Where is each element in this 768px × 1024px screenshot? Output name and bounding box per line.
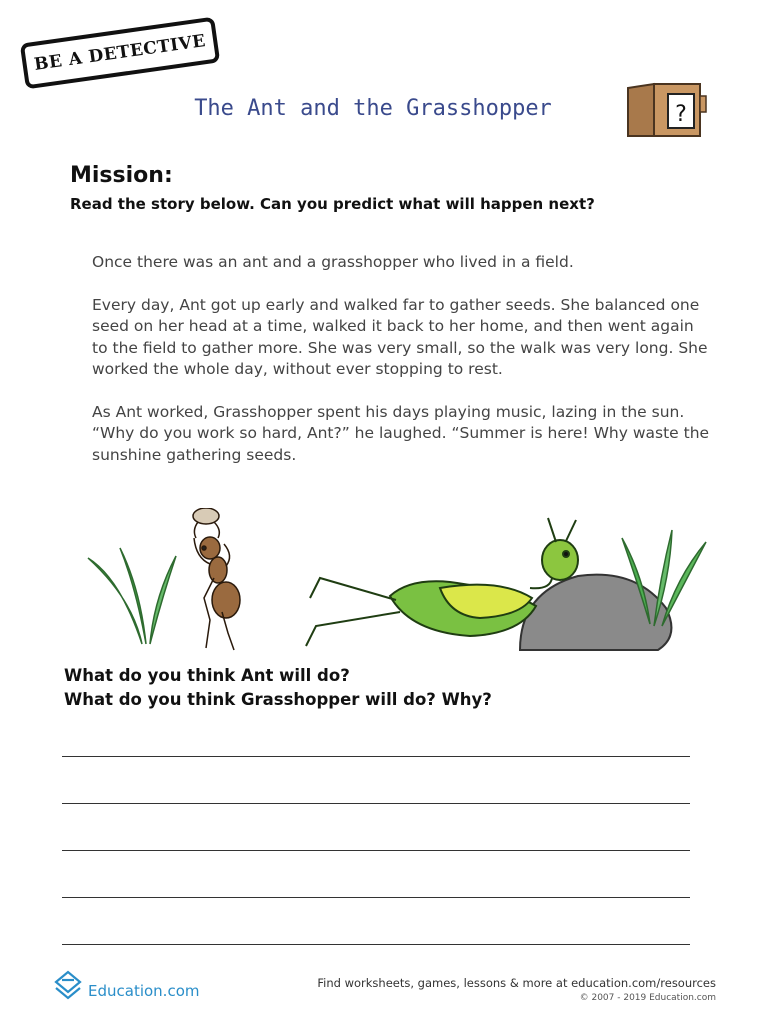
question-grasshopper: What do you think Grasshopper will do? Why?	[64, 690, 492, 709]
story	[92, 252, 712, 487]
answer-line[interactable]	[62, 850, 690, 851]
education-logo-icon	[52, 968, 84, 1000]
story-illustration	[80, 508, 720, 666]
ant-illustration	[193, 508, 240, 650]
mission-instruction: Read the story below. Can you predict what will happen next?	[70, 195, 595, 213]
answer-lines	[62, 756, 690, 991]
questions	[64, 664, 492, 712]
footer-tagline[interactable]: Find worksheets, games, lessons & more at education.com/resources	[317, 976, 716, 990]
answer-line[interactable]	[62, 897, 690, 898]
stamp-text: BE A DETECTIVE	[32, 31, 208, 75]
question-ant: What do you think Ant will do?	[64, 666, 350, 685]
story-paragraph: Every day, Ant got up early and walked far to gather seeds. She balanced one seed on her head at a time, walked it back to her home, and then went again to the field to gather more. She was very small, so the walk was very long. She worked the whole day, without ever stopping to rest.	[92, 295, 708, 378]
footer-info	[317, 976, 716, 1003]
story-paragraph: As Ant worked, Grasshopper spent his days playing music, lazing in the sun. “Why do you work so hard, Ant?” he laughed. “Summer is here! Why waste the sunshine gathering seeds.	[92, 402, 710, 464]
logo-text: Education.com	[88, 982, 200, 1000]
story-paragraph: Once there was an ant and a grasshopper who lived in a field.	[92, 253, 574, 271]
answer-line[interactable]	[62, 756, 690, 757]
page-title: The Ant and the Grasshopper	[194, 96, 552, 121]
education-logo[interactable]	[52, 968, 199, 1000]
mission-heading: Mission:	[70, 163, 173, 188]
detective-folder-icon	[624, 80, 708, 140]
be-a-detective-stamp	[20, 17, 220, 90]
grass-left	[88, 548, 176, 644]
folder-question-mark: ?	[675, 102, 687, 127]
answer-line[interactable]	[62, 944, 690, 945]
answer-line[interactable]	[62, 803, 690, 804]
footer-copyright: © 2007 - 2019 Education.com	[579, 993, 716, 1003]
